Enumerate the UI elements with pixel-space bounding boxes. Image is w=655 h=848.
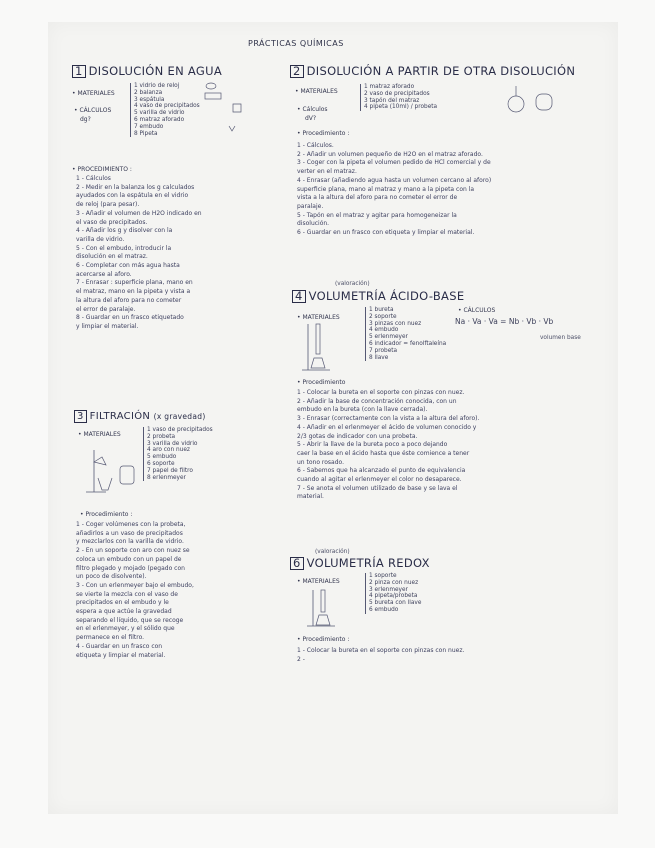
- section-3-heading: [74, 410, 206, 423]
- material-item: 2 vaso de precipitados: [364, 90, 430, 97]
- s5-materiales-label: • MATERIALES: [297, 578, 340, 585]
- section-4-title: VOLUMETRÍA ÁCIDO-BASE: [308, 289, 465, 303]
- s3-materiales-list: [143, 427, 213, 481]
- procedure-line: 3 - Añadir el volumen de H2O indicado en: [76, 209, 202, 217]
- s4-procedure: [297, 389, 479, 502]
- s4-materiales-label: • MATERIALES: [297, 314, 340, 321]
- material-item: 7 probeta: [369, 347, 398, 354]
- s2-calculos-sub: dV?: [305, 115, 317, 122]
- procedure-line: disolución en el matraz.: [76, 253, 148, 261]
- filtration-apparatus-sketch: [82, 448, 142, 498]
- page-title: PRÁCTICAS QUÍMICAS: [248, 39, 344, 48]
- s2-materiales-label: • MATERIALES: [295, 88, 338, 95]
- s3-procedure-label: • Procedimiento :: [80, 511, 133, 518]
- material-item: 4 aro con nuez: [147, 447, 190, 454]
- procedure-line: 5 - Tapón en el matraz y agitar para homogeneizar la: [297, 211, 457, 219]
- s1-materiales-list: [130, 83, 200, 137]
- material-item: 4 vaso de precipitados: [134, 103, 200, 110]
- procedure-line: 6 - Sabemos que ha alcanzado el punto de equivalencia: [297, 467, 466, 475]
- procedure-line: acercarse al aforo.: [76, 270, 132, 278]
- s4-formula: Na · Va · Va = Nb · Vb · Vb: [455, 317, 554, 326]
- procedure-line: 1 - Colocar la bureta en el soporte con pinzas con nuez.: [297, 389, 465, 396]
- procedure-line: en el erlenmeyer, y el sólido que: [76, 625, 175, 633]
- s1-material-sketches: [203, 82, 243, 142]
- s5-procedure-label: • Procedimiento :: [297, 636, 350, 643]
- procedure-line: 3 - Coger con la pipeta el volumen pedido de HCl comercial y de: [297, 159, 491, 167]
- s1-procedure: [76, 175, 202, 332]
- material-item: 3 erlenmeyer: [369, 586, 408, 593]
- procedure-line: y limpiar el material.: [76, 322, 139, 330]
- material-item: 8 erlenmeyer: [147, 474, 186, 481]
- section-1-heading: [72, 65, 222, 78]
- material-item: 7 papel de filtro: [147, 467, 193, 474]
- s5-procedure: [297, 647, 464, 664]
- material-item: 1 bureta: [369, 307, 394, 313]
- material-item: 1 vaso de precipitados: [147, 427, 213, 433]
- procedure-line: filtro plegado y mojado (pegado con: [76, 564, 185, 572]
- procedure-line: etiqueta y limpiar el material.: [76, 651, 166, 659]
- s4-procedure-label: • Procedimiento: [297, 379, 346, 386]
- s3-materiales-label: • MATERIALES: [78, 431, 121, 438]
- section-2-number: 2: [290, 65, 304, 78]
- procedure-line: de reloj (para pesar).: [76, 201, 140, 209]
- section-6-title: VOLUMETRÍA REDOX: [306, 556, 430, 570]
- material-item: 8 llave: [369, 354, 389, 361]
- procedure-line: 4 - Enrasar (añadiendo agua hasta un volumen cercano al aforo): [297, 176, 492, 184]
- burette-apparatus-sketch: [300, 322, 340, 374]
- s1-procedure-label: • PROCEDIMIENTO :: [72, 166, 132, 173]
- procedure-line: varilla de vidrio.: [76, 235, 125, 243]
- procedure-line: un tono rosado.: [297, 458, 345, 466]
- procedure-line: vista a la altura del aforo para no cometer el error de: [297, 194, 458, 202]
- procedure-line: coloca un embudo con un papel de: [76, 555, 182, 563]
- procedure-line: disolución.: [297, 220, 330, 228]
- procedure-line: precipitados en el embudo y le: [76, 599, 169, 607]
- procedure-line: 8 - Guardar en un frasco etiquetado: [76, 314, 184, 322]
- procedure-line: 5 - Con el embudo, introducir la: [76, 244, 172, 252]
- s1-calculos-sub: dg?: [80, 116, 91, 123]
- material-item: 6 soporte: [147, 460, 175, 467]
- section-4-number: 4: [292, 290, 306, 303]
- procedure-line: ayudados con la espátula en el vidrio: [76, 192, 189, 200]
- procedure-line: y mezclarlos con la varilla de vidrio.: [76, 538, 184, 546]
- procedure-line: 1 - Cálculos: [76, 175, 111, 182]
- procedure-line: 5 - Abrir la llave de la bureta poco a poco dejando: [297, 441, 448, 449]
- procedure-line: 3 - Con un erlenmeyer bajo el embudo,: [76, 581, 194, 589]
- material-item: 2 balanza: [134, 89, 163, 96]
- material-item: 5 varilla de vidrio: [134, 110, 185, 117]
- s2-procedure: [297, 142, 491, 238]
- procedure-line: 7 - Se anota el volumen utilizado de base y se lava el: [297, 484, 458, 492]
- procedure-line: 6 - Guardar en un frasco con etiqueta y limpiar el material.: [297, 229, 475, 237]
- material-item: 6 matraz aforado: [134, 116, 185, 123]
- section-6-heading: [290, 557, 430, 570]
- procedure-line: se vierte la mezcla con el vaso de: [76, 590, 178, 598]
- s4-note: (valoración): [335, 281, 370, 287]
- material-item: 4 embudo: [369, 327, 399, 334]
- section-3-title: FILTRACIÓN: [89, 411, 151, 422]
- s4-materiales-list: [365, 307, 446, 361]
- redox-apparatus-sketch: [305, 588, 345, 630]
- procedure-line: el matraz, mano en la pipeta y vista a: [76, 288, 191, 296]
- material-item: 8 Pipeta: [134, 130, 158, 137]
- material-item: 2 pinza con nuez: [369, 579, 419, 586]
- material-item: 5 erlenmeyer: [369, 334, 408, 341]
- procedure-line: 2/3 gotas de indicador con una probeta.: [297, 432, 418, 440]
- section-3-number: 3: [74, 410, 87, 423]
- material-item: 6 embudo: [369, 606, 399, 613]
- procedure-line: la altura del aforo para no cometer: [76, 296, 182, 304]
- s3-procedure: [76, 521, 194, 660]
- procedure-line: 6 - Completar con más agua hasta: [76, 262, 180, 270]
- material-item: 4 pipeta/probeta: [369, 593, 418, 600]
- material-item: 2 soporte: [369, 313, 397, 320]
- procedure-line: 2 - En un soporte con aro con nuez se: [76, 547, 190, 555]
- procedure-line: un poco de disolvente).: [76, 573, 147, 581]
- procedure-line: 1 - Cálculos.: [297, 142, 334, 149]
- section-4-heading: [292, 290, 464, 303]
- procedure-line: 4 - Añadir los g y disolver con la: [76, 227, 173, 235]
- material-item: 1 matraz aforado: [364, 84, 415, 90]
- material-item: 3 pinzas con nuez: [369, 320, 422, 327]
- section-1-number: 1: [72, 65, 86, 78]
- procedure-line: 7 - Enrasar : superficie plana, mano en: [76, 279, 193, 287]
- procedure-line: 2 - Medir en la balanza los g calculados: [76, 183, 195, 191]
- material-item: 1 soporte: [369, 573, 397, 579]
- material-item: 1 vidrio de reloj: [134, 83, 180, 89]
- s2-procedure-label: • Procedimiento :: [297, 130, 350, 137]
- s2-material-sketches: [496, 82, 556, 122]
- procedure-line: espera a que actúe la gravedad: [76, 608, 172, 616]
- procedure-line: el vaso de precipitados.: [76, 218, 148, 226]
- procedure-line: caer la base en el ácido hasta que éste comience a tener: [297, 449, 470, 457]
- procedure-line: 4 - Guardar en un frasco con: [76, 642, 163, 650]
- material-item: 2 probeta: [147, 433, 176, 440]
- procedure-line: 2 - Añadir un volumen pequeño de H2O en el matraz aforado.: [297, 150, 483, 158]
- procedure-line: paralaje.: [297, 202, 324, 210]
- procedure-line: permanece en el filtro.: [76, 634, 145, 642]
- s1-materiales-label: • MATERIALES: [72, 90, 115, 97]
- material-item: 3 varilla de vidrio: [147, 440, 198, 447]
- section-1-title: DISOLUCIÓN EN AGUA: [88, 64, 222, 78]
- material-item: 3 espátula: [134, 96, 165, 103]
- section-2-title: DISOLUCIÓN A PARTIR DE OTRA DISOLUCIÓN: [306, 64, 576, 78]
- material-item: 4 pipeta (10ml) / probeta: [364, 104, 438, 111]
- material-item: 7 embudo: [134, 123, 164, 130]
- material-item: 3 tapón del matraz: [364, 97, 420, 104]
- procedure-line: embudo en la bureta (con la llave cerrada).: [297, 406, 428, 414]
- material-item: 5 bureta con llave: [369, 600, 422, 607]
- material-item: 5 embudo: [147, 454, 177, 461]
- s4-calculos-label: • CÁLCULOS: [458, 307, 496, 314]
- procedure-line: 4 - Añadir en el erlenmeyer el ácido de volumen conocido y: [297, 423, 477, 431]
- section-6-number: 6: [290, 557, 304, 570]
- procedure-line: material.: [297, 493, 324, 501]
- procedure-line: 1 - Coger volúmenes con la probeta,: [76, 521, 186, 528]
- procedure-line: el error de paralaje.: [76, 305, 136, 313]
- procedure-line: 2 -: [297, 655, 305, 663]
- procedure-line: separando el líquido, que se recoge: [76, 616, 184, 624]
- s2-materiales-list: [360, 84, 437, 111]
- s1-calculos-label: • CÁLCULOS: [74, 107, 112, 114]
- procedure-line: superficie plana, mano al matraz y mano a la pipeta con la: [297, 185, 475, 193]
- section-3-subtitle: (x gravedad): [153, 412, 206, 421]
- s2-calculos-label: • Cálculos: [297, 106, 328, 113]
- procedure-line: verter en el matraz.: [297, 168, 357, 176]
- procedure-line: cuando al agitar el erlenmeyer el color no desaparece.: [297, 476, 462, 484]
- s5-note: (valoración): [315, 549, 350, 555]
- material-item: 6 indicador = fenolftaleína: [369, 340, 447, 347]
- procedure-line: 1 - Colocar la bureta en el soporte con pinzas con nuez.: [297, 647, 465, 654]
- section-2-heading: [290, 65, 575, 78]
- procedure-line: añadirlos a un vaso de precipitados: [76, 529, 183, 537]
- s5-materiales-list: [365, 573, 421, 614]
- procedure-line: 3 - Enrasar (correctamente con la vista a la altura del aforo).: [297, 415, 480, 423]
- s4-formula-note: volumen base: [540, 335, 581, 341]
- procedure-line: 2 - Añadir la base de concentración conocida, con un: [297, 397, 457, 405]
